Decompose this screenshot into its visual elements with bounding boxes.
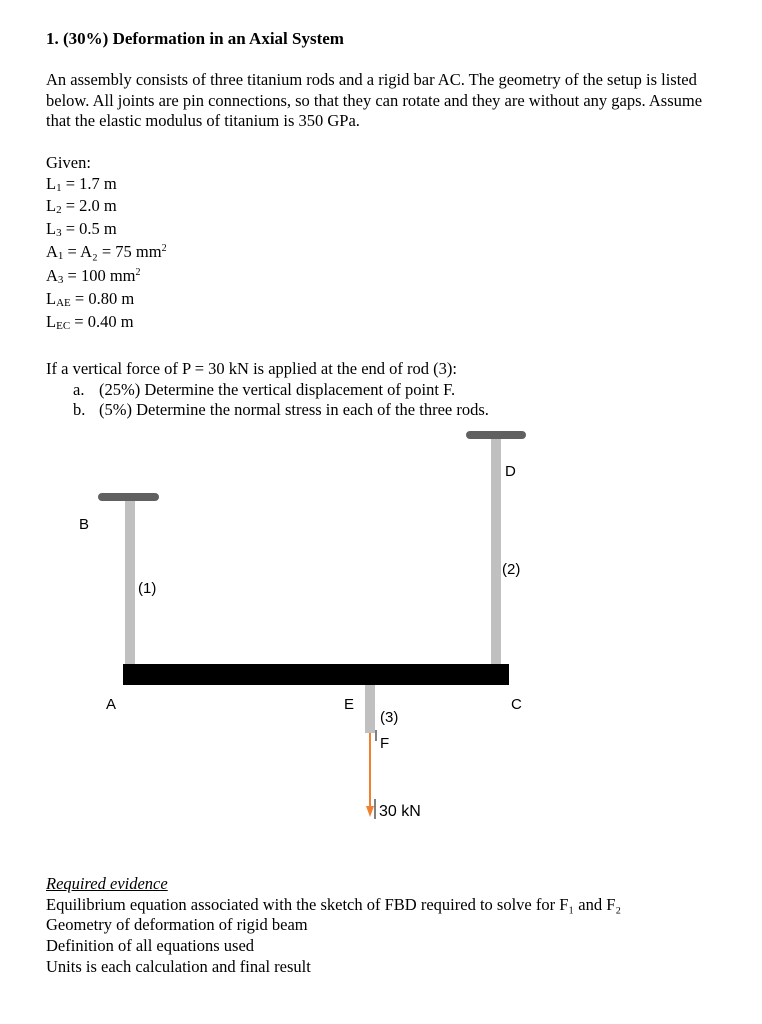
question-part-b: b. (5%) Determine the normal stress in each of the three rods.: [73, 400, 489, 419]
label-C: C: [511, 696, 522, 713]
problem-title: 1. (30%) Deformation in an Axial System: [46, 29, 344, 48]
evidence-item: Geometry of deformation of rigid beam: [46, 915, 308, 935]
given-item: $A_1 = A_2 = 75$ $mm^2$: [46, 241, 167, 262]
label-E: E: [344, 696, 355, 713]
rigid-bar-AC: [123, 664, 509, 685]
question-part-a: a. (25%) Determine the vertical displacement of point F.: [73, 379, 456, 399]
rod-1: [125, 501, 135, 664]
given-item: $L_1 = 1.7$ m: [46, 173, 117, 194]
evidence-item: Equilibrium equation associated with the sketch of FBD required to solve for F₁ and F₂: [46, 894, 622, 914]
force-value: 30 kN: [379, 803, 421, 820]
given-item: $L_3 = 0.5$ m: [46, 219, 117, 240]
arrow-head: [366, 806, 374, 817]
rod-2: [491, 439, 501, 664]
label-rod-1: (1): [138, 580, 157, 597]
evidence-item: Definition of all equations used: [46, 936, 255, 956]
evidence-heading: Required evidence: [46, 874, 168, 893]
given-item: $L_{AE} = 0.80$ m: [46, 289, 135, 310]
question-lead: If a vertical force of P = 30 kN is applied at the end of rod (3):: [46, 359, 457, 378]
label-rod-3: (3): [380, 709, 399, 726]
label-F: F: [380, 735, 390, 752]
evidence-item: Units is each calculation and final result: [46, 956, 311, 976]
label-rod-2: (2): [502, 561, 521, 578]
given-heading: Given:: [46, 153, 91, 172]
label-B: B: [79, 516, 90, 533]
given-item: $L_2 = 2.0$ m: [46, 196, 117, 217]
label-D: D: [505, 463, 516, 480]
given-item: $A_3 = 100$ $mm^2$: [46, 265, 141, 286]
label-A: A: [106, 696, 117, 713]
required-evidence: [46, 874, 621, 978]
problem-intro: An assembly consists of three titanium rods and a rigid bar AC. The geometry of the setup is listed below. All joints are pin connections, so that they can rotate and they are without any gaps. Assume that the elastic modulus of titanium is 350 GPa.: [46, 70, 703, 130]
given-item: $L_{EC} = 0.40$ m: [46, 311, 134, 332]
